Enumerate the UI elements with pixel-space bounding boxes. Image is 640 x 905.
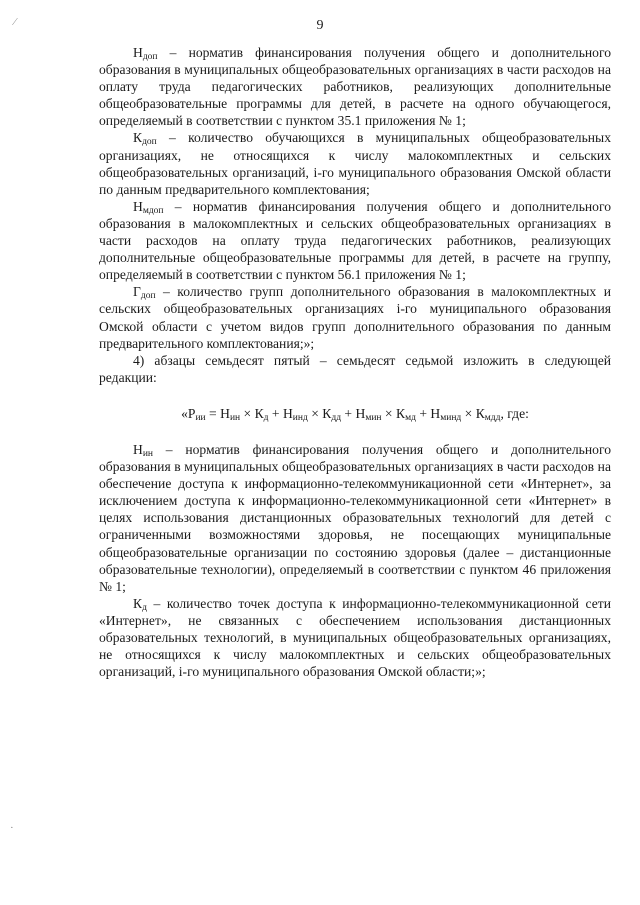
definition-k-dop: [99, 129, 611, 197]
scan-mark: ·: [10, 822, 14, 834]
definition-text: – норматив финансирования получения общего и дополнительного образования в муниципальных общеобразовательных организациях в части расходов на оплату труда педагогических работников, реализующих дополнительные общеобразовательные программы для детей, в расчете на одного обучающегося, определяемый в соответствии с пунктом 35.1 приложения № 1;: [99, 45, 611, 129]
symbol-n-dop: $Н_{доп}$: [133, 45, 158, 62]
definition-n-in: [99, 441, 611, 595]
definition-n-dop: [99, 44, 611, 129]
definition-text: – количество обучающихся в муниципальных общеобразовательных организациях, не относящихся к числу малокомплектных и сельских общеобразовательных организаций, i-го муниципального образования Омской области по данным предварительного комплектования;: [99, 130, 611, 197]
definition-text: – количество групп дополнительного образования в малокомплектных и сельских общеобразовательных организациях i-го муниципального образования Омской области с учетом видов групп дополнительного образования по данным предварительного комплектования;»;: [99, 284, 611, 351]
page-number: 9: [316, 18, 324, 33]
scan-mark: ⁄: [14, 16, 16, 28]
formula: «$Р_{ии} = Н_{ин} \times К_д + Н_{инд} \times К_{дд} + Н_{мин} \times К_{мд} + Н_{минд} \times К_{мдд}$, где:: [181, 405, 529, 423]
document-body: [99, 44, 611, 680]
symbol-n-mdop: $Н_{мдоп}$: [133, 198, 164, 216]
definition-n-mdop: [99, 198, 611, 283]
symbol-n-in: $Н_{ин}$: [133, 441, 153, 459]
definition-text: – норматив финансирования получения общего и дополнительного образования в малокомплектных и сельских общеобразовательных организациях в части расходов на оплату труда педагогических работников, реализующих дополнительные общеобразовательные программы для детей, в расчете на группу, определяемый в соответствии с пунктом 56.1 приложения № 1;: [99, 198, 611, 283]
amendment-item-4: 4) абзацы семьдесят пятый – семьдесят седьмой изложить в следующей редакции:: [99, 352, 611, 385]
symbol-k-dop: $К_{доп}$: [133, 130, 157, 148]
definition-k-d: [99, 595, 611, 680]
symbol-k-d: $К_д$: [133, 595, 147, 613]
definition-text: – количество точек доступа к информационно-телекоммуникационной сети «Интернет», не связанных с обеспечением использования дистанционных образовательных технологий, в муниципальных общеобразовательных организациях, не относящихся к числу малокомплектных и сельских общеобразовательных организаций, i-го муниципального образования Омской области;»;: [99, 595, 611, 680]
definition-text: – норматив финансирования получения общего и дополнительного образования в муниципальных общеобразовательных организациях в части расходов на обеспечение доступа к информационно-телекоммуникационной сети «Интернет», за исключением доступа к информационно-телекоммуникационной сети «Интернет» в целях использования дистанционных образовательных технологий для детей с ограниченными возможностями здоровья, не посещающих муниципальные общеобразовательные организации по состоянию здоровья (далее – дистанционные образовательные технологии), определяемый в соответствии с пунктом 46 приложения № 1;: [99, 441, 611, 594]
definition-g-dop: [99, 283, 611, 351]
symbol-g-dop: $Г_{доп}$: [133, 284, 156, 302]
